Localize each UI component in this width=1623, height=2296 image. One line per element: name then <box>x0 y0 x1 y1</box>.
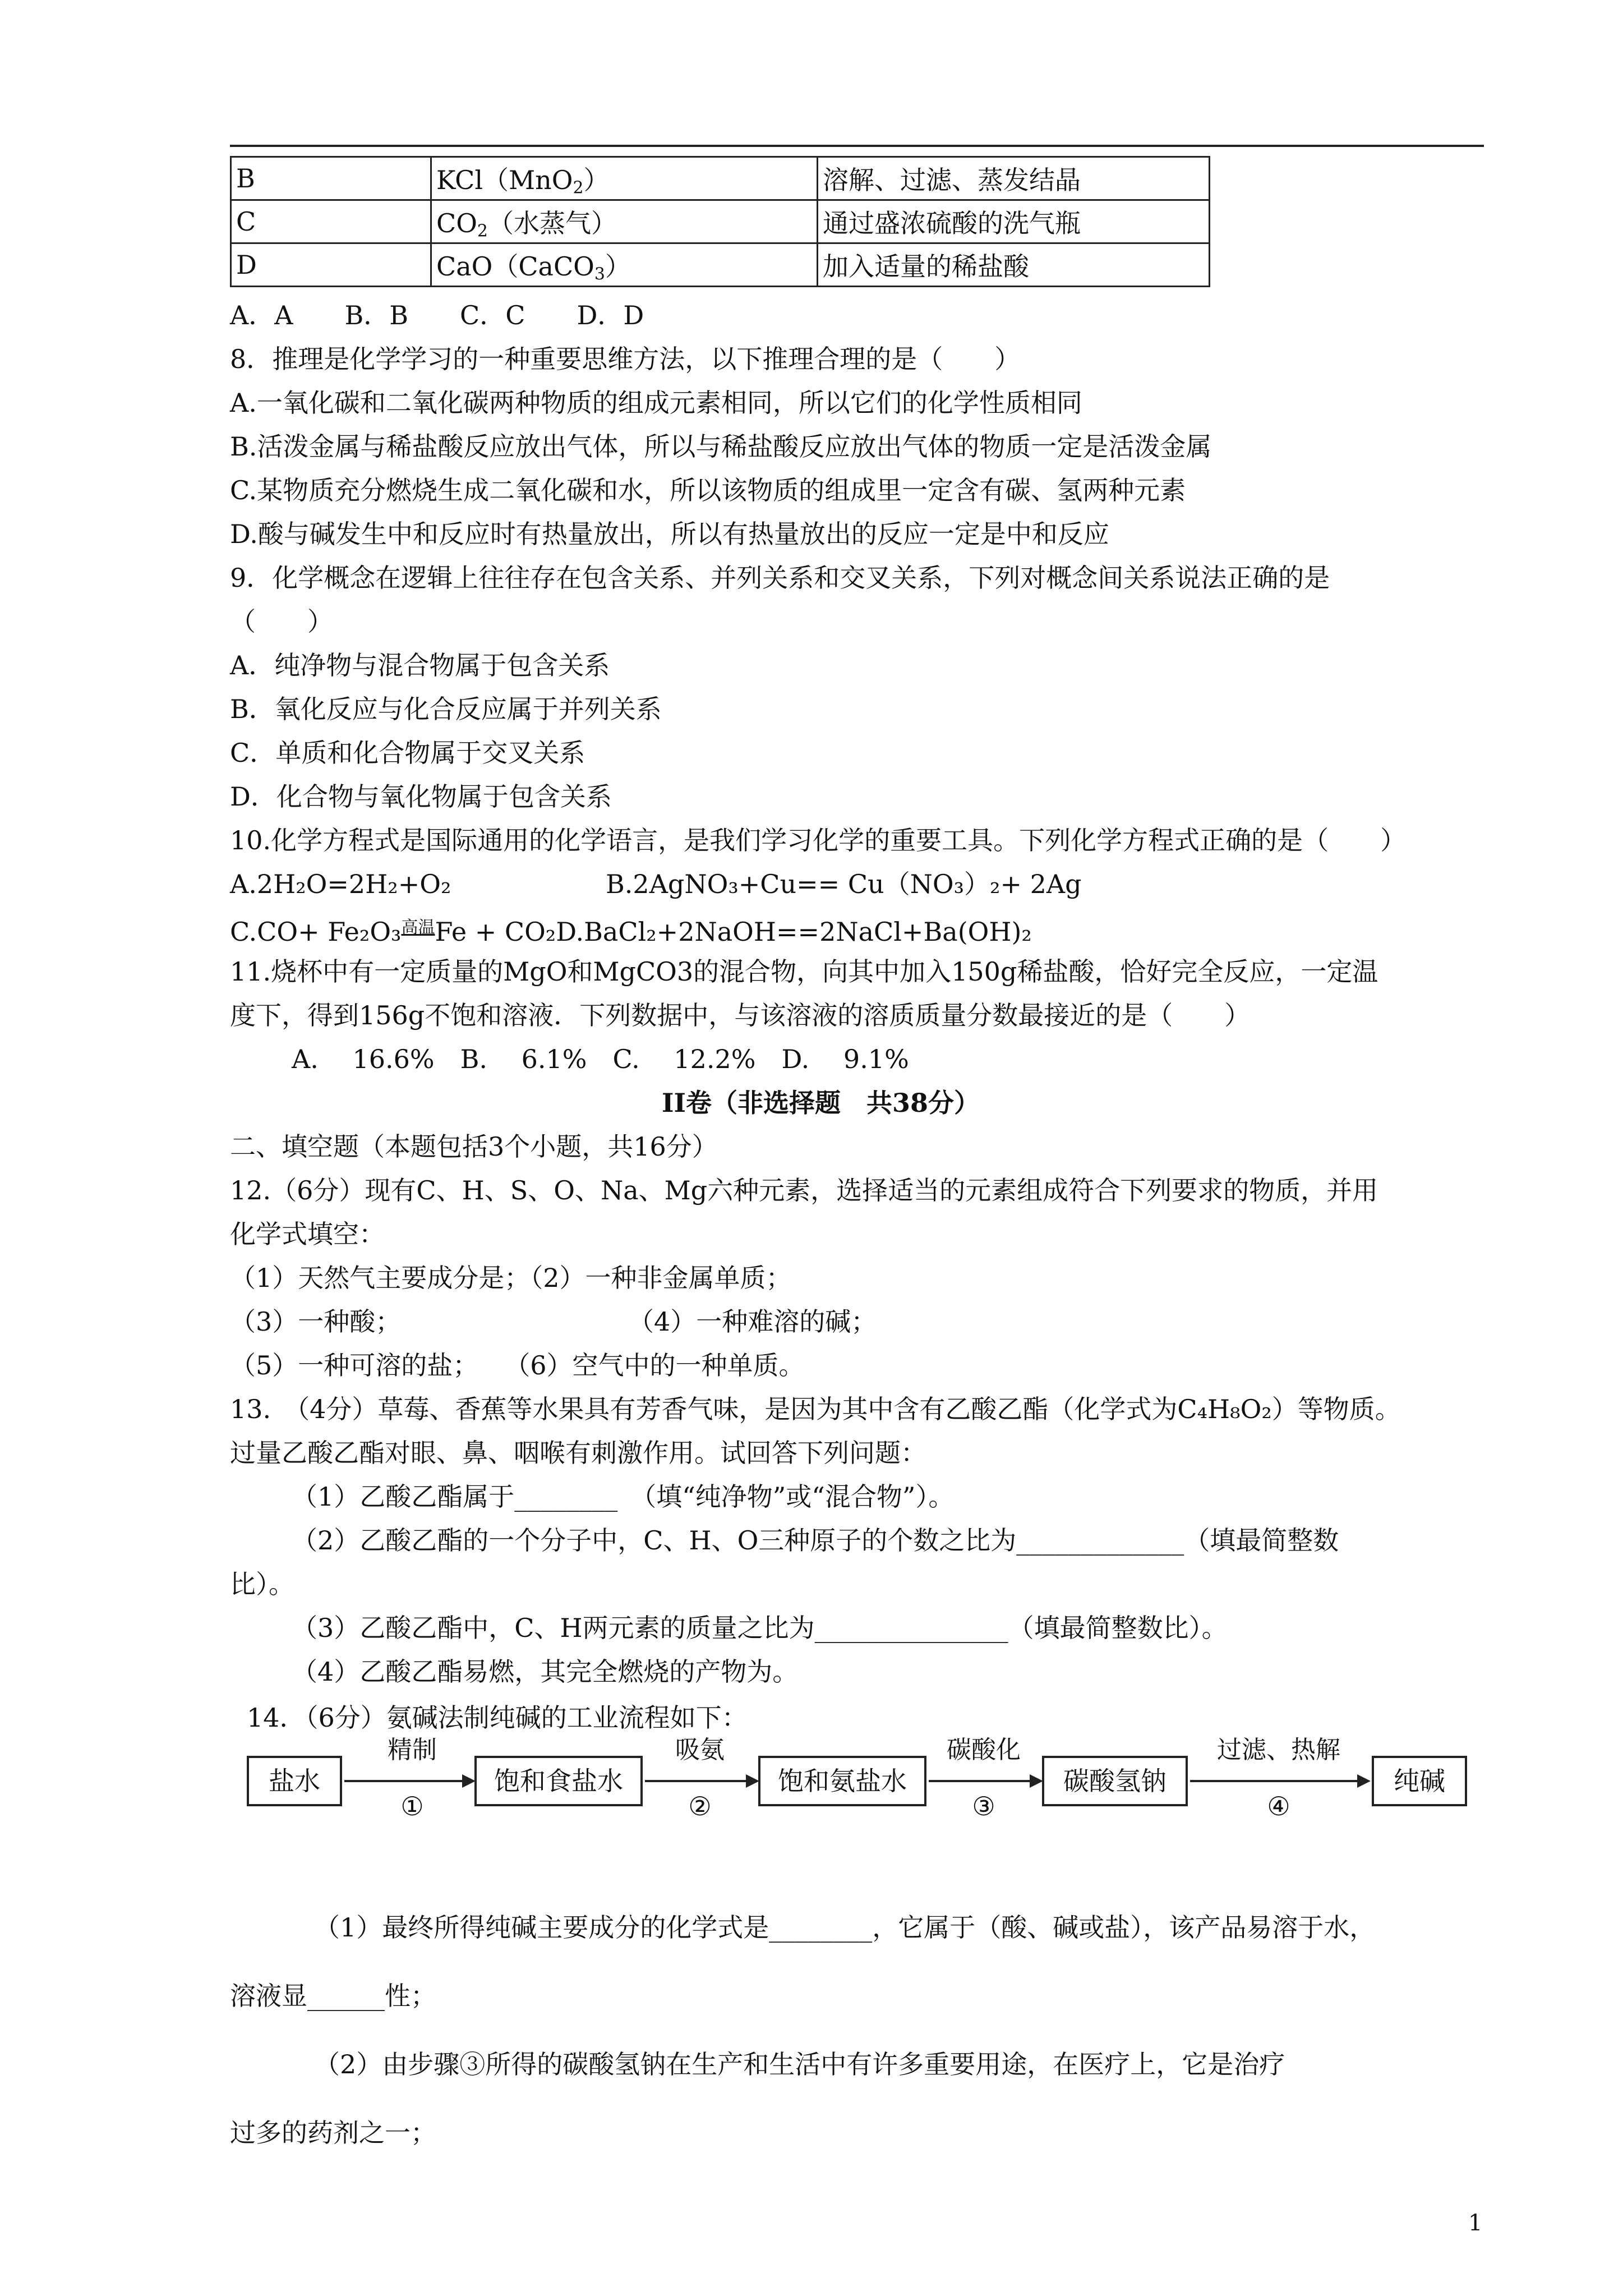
flow-step-number: ④ <box>1267 1791 1290 1821</box>
arrow-icon <box>929 1780 1041 1782</box>
q11-options: A. 16.6% B. 6.1% C. 12.2% D. 9.1% <box>292 1044 909 1074</box>
part-ii-title: II卷（非选择题 共38分） <box>662 1088 980 1118</box>
table-row <box>231 243 1210 287</box>
q13-sub-3: （3）乙酸乙酯中，C、H两元素的质量之比为_______________（填最简整数比）。 <box>292 1613 1228 1643</box>
q7-options: A．A B．B C．C D．D <box>230 300 644 330</box>
row-method: 加入适量的稀盐酸 <box>818 243 1210 287</box>
q14-part-2-cont: 过多的药剂之一； <box>230 2118 436 2148</box>
table-row <box>231 157 1210 200</box>
q8-option-b: B.活泼金属与稀盐酸反应放出气体，所以与稀盐酸反应放出气体的物质一定是活泼金属 <box>230 431 1212 462</box>
q11-stem: 11.烧杯中有一定质量的MgO和MgCO3的混合物，向其中加入150g稀盐酸，恰好完全反应，一定温 <box>230 956 1378 987</box>
row-method: 通过盛浓硫酸的洗气瓶 <box>818 200 1210 243</box>
arrow-icon <box>344 1780 473 1782</box>
row-substance: CaO（CaCO$_3$） <box>431 243 818 287</box>
q13-stem-cont: 过量乙酸乙酯对眼、鼻、咽喉有刺激作用。试回答下列问题： <box>230 1438 926 1468</box>
q12-stem-cont: 化学式填空： <box>230 1219 385 1249</box>
q12-stem: 12.（6分）现有C、H、S、O、Na、Mg六种元素，选择适当的元素组成符合下列要求的物质，并用 <box>230 1175 1378 1205</box>
q14-part-2: （2）由步骤③所得的碳酸氢钠在生产和生活中有许多重要用途，在医疗上，它是治疗 <box>314 2049 1285 2079</box>
arrow-icon <box>645 1780 757 1782</box>
q10-option-a: A.2H₂O=2H₂+O₂ <box>230 869 451 899</box>
q8-option-a: A.一氧化碳和二氧化碳两种物质的组成元素相同，所以它们的化学性质相同 <box>230 388 1082 418</box>
q9-option-b: B．氧化反应与化合反应属于并列关系 <box>230 694 662 724</box>
flow-box-saturated-brine: 饱和食盐水 <box>474 1756 643 1806</box>
header-rule <box>230 145 1484 147</box>
q10-option-b: B.2AgNO₃+Cu== Cu（NO₃）₂+ 2Ag <box>606 869 1082 899</box>
q13-sub-2: （2）乙酸乙酯的一个分子中，C、H、O三种原子的个数之比为_____________（填最简整数 <box>292 1525 1339 1556</box>
q13-sub-4: （4）乙酸乙酯易燃，其完全燃烧的产物为。 <box>292 1657 799 1687</box>
q8-option-c: C.某物质充分燃烧生成二氧化碳和水，所以该物质的组成里一定含有碳、氢两种元素 <box>230 475 1186 505</box>
q8-option-d: D.酸与碱发生中和反应时有热量放出，所以有热量放出的反应一定是中和反应 <box>230 519 1109 549</box>
q9-stem-paren: （ ） <box>230 606 333 637</box>
row-label: C <box>231 200 431 243</box>
q10-option-d: D.BaCl₂+2NaOH==2NaCl+Ba(OH)₂ <box>556 917 1032 947</box>
q10-option-c-products: Fe + CO₂ <box>435 917 556 947</box>
row-substance: KCl（MnO$_2$） <box>431 157 818 200</box>
q13-sub-1: （1）乙酸乙酯属于________ （填“纯净物”或“混合物”）。 <box>292 1481 955 1512</box>
row-label: D <box>231 243 431 287</box>
q10-option-c: C.CO+ Fe₂O₃ <box>230 917 402 947</box>
flow-box-ammoniated-brine: 饱和氨盐水 <box>758 1756 926 1806</box>
arrow-icon <box>1190 1780 1368 1782</box>
row-substance: $CO_2$（水蒸气） <box>431 200 818 243</box>
q14-stem: 14．（6分）氨碱法制纯碱的工业流程如下： <box>247 1703 748 1733</box>
q11-stem-cont: 度下，得到156g不饱和溶液．下列数据中，与该溶液的溶质质量分数最接近的是（ ） <box>230 1000 1251 1030</box>
options-table <box>230 156 1210 287</box>
process-flow-diagram <box>247 1736 1469 1820</box>
table-row <box>231 200 1210 243</box>
q9-stem: 9．化学概念在逻辑上往往存在包含关系、并列关系和交叉关系，下列对概念间关系说法正确的是 <box>230 563 1330 593</box>
section-title: 二、填空题（本题包括3个小题，共16分） <box>230 1131 718 1162</box>
q12-line-2a: （3）一种酸； <box>230 1306 402 1337</box>
flow-step-number: ① <box>400 1791 424 1821</box>
flow-step-label: 过滤、热解 <box>1217 1736 1340 1764</box>
flow-box-soda-ash: 纯碱 <box>1372 1756 1467 1806</box>
q13-stem: 13. （4分）草莓、香蕉等水果具有芳香气味，是因为其中含有乙酸乙酯（化学式为C₄H₈O₂）等物质。 <box>230 1394 1401 1424</box>
q9-option-c: C．单质和化合物属于交叉关系 <box>230 738 585 768</box>
flow-step-label: 吸氨 <box>675 1736 725 1764</box>
flow-step-number: ③ <box>972 1791 995 1821</box>
flow-step-label: 精制 <box>388 1736 437 1764</box>
q9-option-a: A．纯净物与混合物属于包含关系 <box>230 650 610 680</box>
row-label: B <box>231 157 431 200</box>
reaction-condition: 高温 <box>401 918 435 937</box>
q8-stem: 8．推理是化学学习的一种重要思维方法，以下推理合理的是（ ） <box>230 344 1021 374</box>
q12-line-3: （5）一种可溶的盐； （6）空气中的一种单质。 <box>230 1350 805 1381</box>
q9-option-d: D．化合物与氧化物属于包含关系 <box>230 781 612 812</box>
q13-sub-2-cont: 比）。 <box>230 1569 294 1599</box>
q12-line-2b: （4）一种难溶的碱； <box>628 1306 877 1337</box>
flow-box-brine: 盐水 <box>247 1756 342 1806</box>
row-method: 溶解、过滤、蒸发结晶 <box>818 157 1210 200</box>
q10-option-c-d <box>230 911 1032 949</box>
q12-line-1: （1）天然气主要成分是；（2）一种非金属单质； <box>230 1263 792 1293</box>
flow-box-sodium-bicarbonate: 碳酸氢钠 <box>1042 1756 1188 1806</box>
q10-stem: 10.化学方程式是国际通用的化学语言，是我们学习化学的重要工具。下列化学方程式正确的是（ ） <box>230 825 1407 855</box>
q14-part-1: （1）最终所得纯碱主要成分的化学式是________，它属于（酸、碱或盐），该产品易溶于水， <box>314 1912 1376 1943</box>
q14-part-1-cont: 溶液显______性； <box>230 1981 436 2011</box>
flow-step-number: ② <box>688 1791 712 1821</box>
page-number: 1 <box>1468 2210 1483 2236</box>
flow-step-label: 碳酸化 <box>947 1736 1021 1764</box>
